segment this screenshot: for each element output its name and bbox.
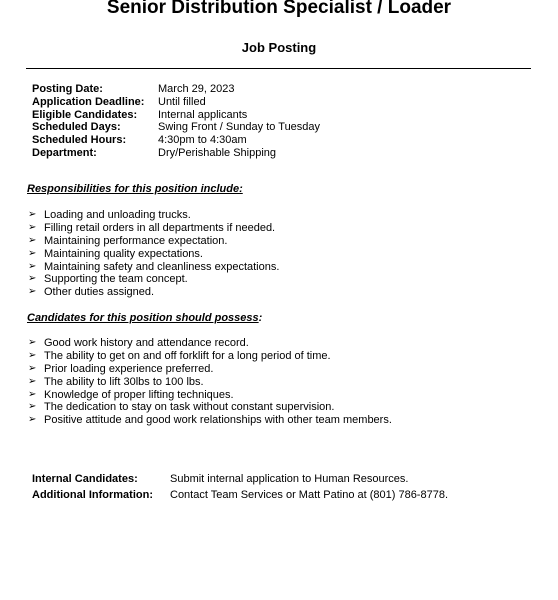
list-item: ➢ Good work history and attendance record.: [28, 337, 249, 349]
detail-posting-date: [32, 83, 320, 96]
contact-value: Submit internal application to Human Resources.: [170, 473, 409, 485]
list-item: ➢ Maintaining quality expectations.: [28, 247, 203, 260]
arrow-bullet-icon: ➢: [28, 349, 37, 361]
list-item: ➢ Maintaining performance expectation.: [28, 234, 228, 247]
list-item: ➢ Knowledge of proper lifting techniques.: [28, 388, 234, 401]
contact-internal-candidates: [32, 471, 448, 487]
posting-title: Senior Distribution Specialist / Loader: [106, 0, 452, 18]
detail-scheduled-hours: [32, 134, 320, 147]
arrow-bullet-icon: ➢: [28, 209, 37, 220]
responsibilities-heading: Responsibilities for this position include:: [27, 183, 243, 195]
arrow-bullet-icon: ➢: [28, 388, 37, 400]
list-item: ➢ Supporting the team concept.: [28, 273, 188, 286]
list-item: ➢ Prior loading experience preferred.: [28, 362, 214, 375]
detail-value: Until filled: [158, 95, 206, 108]
qualifications-heading-text: Candidates for this position should possess: [27, 312, 259, 324]
arrow-bullet-icon: ➢: [28, 234, 37, 246]
list-item: ➢ The ability to lift 30lbs to 100 lbs.: [28, 375, 204, 388]
list-item: ➢ The dedication to stay on task without constant supervision.: [28, 401, 335, 414]
arrow-bullet-icon: ➢: [28, 221, 37, 233]
arrow-bullet-icon: ➢: [28, 273, 37, 285]
detail-value: 4:30pm to 4:30am: [158, 134, 247, 147]
posting-subtitle: Job Posting: [241, 40, 317, 55]
detail-label: Scheduled Days:: [32, 121, 121, 134]
list-item: ➢ Loading and unloading trucks.: [28, 209, 191, 221]
contact-label: Additional Information:: [32, 489, 153, 501]
detail-label: Department:: [32, 146, 97, 159]
list-item: ➢ Other duties assigned.: [28, 286, 155, 299]
detail-application-deadline: [32, 96, 320, 109]
detail-label: Application Deadline:: [32, 95, 145, 108]
contact-additional-information: [32, 487, 448, 503]
qualifications-heading: [27, 312, 262, 324]
contact-section: [32, 471, 448, 503]
list-item: ➢ Filling retail orders in all departments if needed.: [28, 221, 276, 234]
detail-label: Posting Date:: [32, 83, 103, 95]
posting-details: [32, 83, 320, 160]
arrow-bullet-icon: ➢: [28, 337, 37, 348]
detail-department: [32, 147, 320, 160]
qualifications-heading-colon: :: [258, 312, 263, 324]
arrow-bullet-icon: ➢: [28, 362, 37, 374]
detail-eligible-candidates: [32, 109, 320, 122]
qualifications-list: [28, 337, 392, 427]
arrow-bullet-icon: ➢: [28, 286, 37, 298]
detail-value: Internal applicants: [158, 108, 248, 121]
arrow-bullet-icon: ➢: [28, 260, 37, 272]
arrow-bullet-icon: ➢: [28, 247, 37, 259]
detail-label: Scheduled Hours:: [32, 134, 127, 147]
contact-value: Contact Team Services or Matt Patino at (801) 786-8778.: [170, 489, 448, 501]
detail-value: Dry/Perishable Shipping: [158, 146, 277, 159]
detail-value: March 29, 2023: [158, 83, 235, 95]
list-item: ➢ Maintaining safety and cleanliness expectations.: [28, 260, 280, 273]
detail-label: Eligible Candidates:: [32, 108, 138, 121]
list-item: ➢ The ability to get on and off forklift for a long period of time.: [28, 349, 331, 362]
detail-value: Swing Front / Sunday to Tuesday: [158, 121, 321, 134]
list-item: ➢ Positive attitude and good work relationships with other team members.: [28, 414, 392, 427]
responsibilities-list: [28, 209, 279, 299]
detail-scheduled-days: [32, 121, 320, 134]
arrow-bullet-icon: ➢: [28, 414, 37, 426]
arrow-bullet-icon: ➢: [28, 375, 37, 387]
contact-label: Internal Candidates:: [32, 473, 138, 485]
arrow-bullet-icon: ➢: [28, 401, 37, 413]
header-divider: [26, 68, 531, 69]
